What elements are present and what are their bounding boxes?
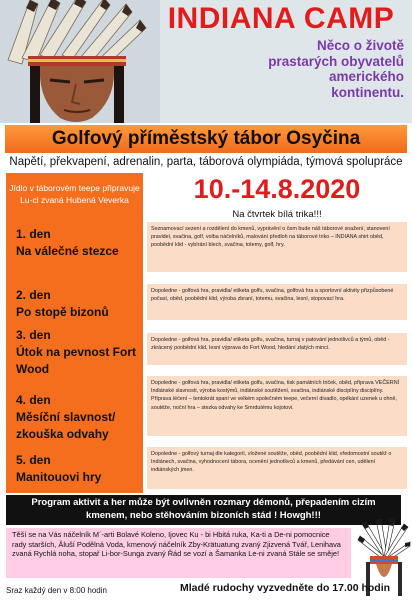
camp-title: INDIANA CAMP	[167, 2, 395, 35]
program-note: Program aktivit a her může být ovlivněn rozmary démonů, přepadením cizím kmenem, nebo stěhováním bizoních stád ! Howgh!!!	[6, 495, 401, 525]
hero-section	[0, 0, 412, 123]
camp-subtitle: Něco o životě prastarých obyvatelů amerického kontinentu.	[268, 38, 404, 100]
day-name: Útok na pevnost Fort Wood	[16, 345, 137, 376]
day-4-description: Dopoledne - golfová hra, pravidla/ etiketa golfu, svačina, tisk památních triček, oběd, příprava VEČERNÍ Indiánské slavnosti, výroba kostýmů, indiánské soutěžení, svačina, indiánské disciplíny disciplíny. Příprava léčení – tentokrát spaní ve velkém společném teepe, večerní divadlo, opékání uzenek u ohně, soutěže, noční hra – stezka odvahy ke Smrdutému kojotovi.	[147, 376, 407, 436]
thursday-note: Na čtvrtek bílá trika!!!	[232, 209, 322, 220]
chief-portrait-icon	[0, 0, 160, 123]
day-5-description: Dopoledne - golfový turnaj dle kategorií, vložené soutěže, oběd, poobědní klid, vředomostní soutěž o Indiánech, svačina, vyhodnocení tábora, ocenění jednotlivců a kmenů, předávání cen, udělení indiánských jmen.	[147, 447, 407, 489]
day-1-description: Seznamovací sezení a rozdělení do kmenů, vyprávění o čem bude náš táborové snažení, stanovení pravidel, svačina, golf, volba náčelníků, malování předloh na táborové triko – INDIANA shirt oběd, poobědní klid - vybírání blech, svačina, totemy, golf, hry.	[147, 222, 407, 272]
gathering-time: Sraz každý den v 8:00 hodin	[6, 586, 107, 595]
kitchen-intro: Jídlo v táborovém teepe připravuje Lu-ci zvaná Hubená Veverka	[9, 183, 140, 205]
day-name: Po stopě bizonů	[16, 305, 109, 319]
day-5-label	[16, 452, 141, 486]
day-3-label	[16, 327, 141, 378]
camp-date: 10.-14.8.2020	[193, 174, 361, 204]
day-number: 5. den	[16, 453, 51, 467]
day-name: Na válečné stezce	[16, 244, 119, 258]
camp-banner: Golfový příměstský tábor Osyčina	[5, 125, 407, 153]
day-1-label	[16, 226, 141, 260]
day-2-description: Dopoledne - golfová hra, pravidla/ etiketa golfu, svačina, golfová hra a sportovní aktivity přizpůsobené počasí, oběd, poobědní klid, výroba zbraní, totemu, svačina, lesní, stopovací hra.	[147, 284, 407, 320]
day-3-description: Dopoledne - golfová hra, pravidla/ etiketa golfu, svačina, turnaj v patování jednotlivců a týmů, oběd - zkrácený poobědní klid, lesní výprava do Fort Wood, hledání zlatých mincí.	[147, 333, 407, 365]
day-2-label	[16, 287, 141, 321]
camp-tagline: Napětí, překvapení, adrenalin, parta, táborová olympiáda, týmová spolupráce	[9, 156, 403, 168]
day-number: 2. den	[16, 288, 51, 302]
day-name: Měsíční slavnost/ zkouška odvahy	[16, 410, 116, 441]
day-name: Manitouovi hry	[16, 470, 102, 484]
day-4-label	[16, 392, 141, 443]
pickup-time: Mladé rudochy vyzvedněte do 17.00 hodin	[180, 582, 391, 594]
day-number: 3. den	[16, 328, 51, 342]
chiefs-greeting: Těší se na Vás náčelník M´-arti Bolavé Koleno, Ijovec Ku - bi Hbitá ruka, Ka-ti a De-ni pomocnice rady starších, Ăluší Podělná Voda, kmenový náčelník Zby-Krätuatung zvaný Zjizvená Tvář, Lenihava zvaná Rychlá noha, stopař Li-bor-Sunga zvaný Řád se vozí a Šamanka Le-ni zvaná Stále se směje!	[6, 528, 351, 578]
day-number: 4. den	[16, 393, 51, 407]
day-number: 1. den	[16, 227, 51, 241]
